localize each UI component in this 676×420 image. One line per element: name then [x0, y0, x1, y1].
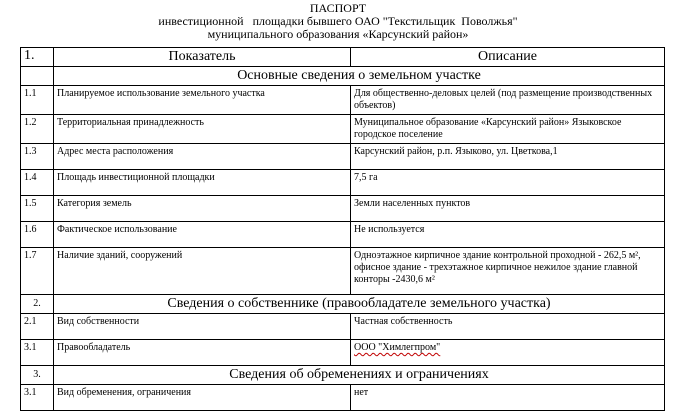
row-number: 2.1 [21, 314, 54, 340]
row-description: Земли населенных пунктов [351, 196, 665, 222]
table-header-row [21, 48, 665, 67]
section-title: Сведения об обременениях и ограничениях [54, 366, 665, 385]
row-indicator: Правообладатель [54, 340, 351, 366]
table-row [21, 86, 665, 115]
row-description: Для общественно-деловых целей (под размещение производственных объектов) [351, 86, 665, 115]
row-indicator: Планируемое использование земельного участка [54, 86, 351, 115]
document-subtitle: инвестиционной площадки бывшего ОАО "Текстильщик Поволжья" [158, 14, 518, 28]
section-number: 3. [21, 366, 54, 385]
section-number: 2. [21, 295, 54, 314]
section-row [21, 295, 665, 314]
row-indicator: Площадь инвестиционной площадки [54, 170, 351, 196]
row-indicator: Адрес места расположения [54, 144, 351, 170]
section-title: Основные сведения о земельном участке [54, 67, 665, 86]
row-number: 1.7 [21, 248, 54, 295]
row-description: нет [351, 385, 665, 411]
row-number: 1.5 [21, 196, 54, 222]
row-number: 1.6 [21, 222, 54, 248]
row-description: Не используется [351, 222, 665, 248]
table-row [21, 144, 665, 170]
row-description: 7,5 га [351, 170, 665, 196]
column-description-header: Описание [351, 48, 665, 67]
row-number: 3.1 [21, 340, 54, 366]
column-indicator-header: Показатель [54, 48, 351, 67]
passport-table [20, 47, 665, 411]
row-indicator: Вид обременения, ограничения [54, 385, 351, 411]
row-indicator: Фактическое использование [54, 222, 351, 248]
row-number: 1.3 [21, 144, 54, 170]
table-row [21, 314, 665, 340]
column-number-header: 1. [21, 48, 54, 67]
row-description: Одноэтажное кирпичное здание контрольной проходной - 262,5 м², офисное здание - трехэтажное кирпичное нежилое здание главной конторы -2430,6 м² [351, 248, 665, 295]
section-number [21, 67, 54, 86]
row-description: Частная собственность [351, 314, 665, 340]
table-row [21, 196, 665, 222]
section-title: Сведения о собственнике (правообладателе земельного участка) [54, 295, 665, 314]
row-number: 1.1 [21, 86, 54, 115]
table-row [21, 340, 665, 366]
table-row [21, 115, 665, 144]
row-indicator: Территориальная принадлежность [54, 115, 351, 144]
row-number: 1.4 [21, 170, 54, 196]
table-row [21, 248, 665, 295]
document-subtitle-municipality: муниципального образования «Карсунский район» [207, 27, 469, 41]
row-number: 1.2 [21, 115, 54, 144]
row-number: 3.1 [21, 385, 54, 411]
owner-name: ООО "Химлегпром" [354, 342, 441, 353]
row-description: Карсунский район, р.п. Языково, ул. Цветкова,1 [351, 144, 665, 170]
row-description [351, 340, 665, 366]
row-indicator: Наличие зданий, сооружений [54, 248, 351, 295]
table-row [21, 222, 665, 248]
section-row [21, 366, 665, 385]
table-row [21, 170, 665, 196]
document-header [0, 2, 676, 41]
section-row [21, 67, 665, 86]
row-indicator: Вид собственности [54, 314, 351, 340]
table-row [21, 385, 665, 411]
row-description: Муниципальное образование «Карсунский район» Языковское городское поселение [351, 115, 665, 144]
document-title: ПАСПОРТ [309, 1, 367, 15]
row-indicator: Категория земель [54, 196, 351, 222]
